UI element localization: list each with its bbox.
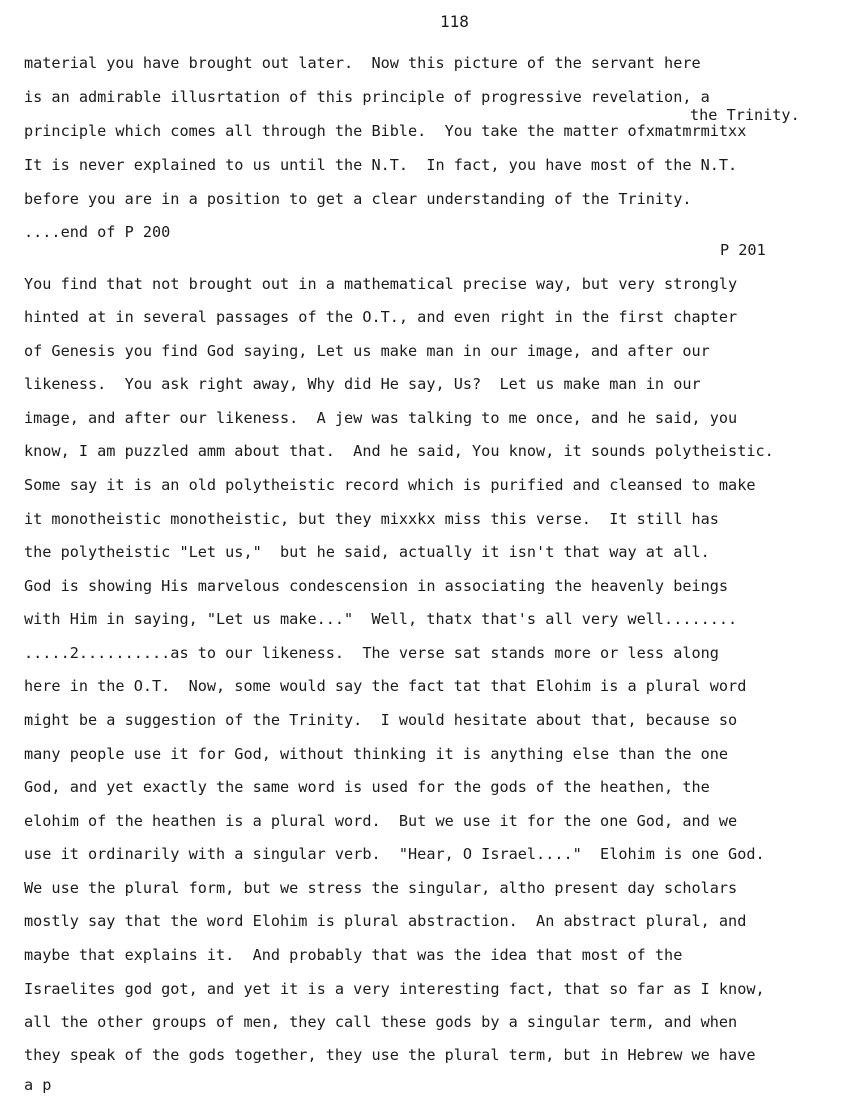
page-marker: P 201	[720, 241, 766, 259]
text-line-16: God is showing His marvelous condescension in associating the heavenly beings	[24, 577, 729, 595]
text-line-3: principle which comes all through the Bible. You take the matter ofxmatmrmitxx	[24, 122, 747, 140]
text-line-31: a p	[24, 1076, 52, 1094]
text-line-18: .....2..........as to our likeness. The verse sat stands more or less along	[24, 644, 719, 662]
text-line-25: We use the plural form, but we stress the singular, altho present day scholars	[24, 879, 738, 897]
text-line-7: You find that not brought out in a mathematical precise way, but very strongly	[24, 275, 738, 293]
text-line-2: is an admirable illusrtation of this principle of progressive revelation, a	[24, 88, 710, 106]
text-line-10: likeness. You ask right away, Why did He say, Us? Let us make man in our	[24, 375, 701, 393]
text-line-13: Some say it is an old polytheistic record which is purified and cleansed to make	[24, 476, 756, 494]
text-line-1: material you have brought out later. Now this picture of the servant here	[24, 54, 701, 72]
insertion-note: the Trinity.	[690, 106, 800, 124]
text-line-22: God, and yet exactly the same word is used for the gods of the heathen, the	[24, 778, 710, 796]
text-line-29: all the other groups of men, they call these gods by a singular term, and when	[24, 1013, 738, 1031]
text-line-30: they speak of the gods together, they use the plural term, but in Hebrew we have	[24, 1046, 756, 1064]
text-line-20: might be a suggestion of the Trinity. I would hesitate about that, because so	[24, 711, 738, 729]
text-line-8: hinted at in several passages of the O.T., and even right in the first chapter	[24, 308, 738, 326]
text-line-21: many people use it for God, without thinking it is anything else than the one	[24, 745, 729, 763]
text-line-15: the polytheistic "Let us," but he said, actually it isn't that way at all.	[24, 543, 710, 561]
page-number: 118	[440, 12, 469, 31]
text-line-4: It is never explained to us until the N.T. In fact, you have most of the N.T.	[24, 156, 738, 174]
text-line-9: of Genesis you find God saying, Let us make man in our image, and after our	[24, 342, 710, 360]
text-line-17: with Him in saying, "Let us make..." Well, thatx that's all very well........	[24, 610, 738, 628]
text-line-19: here in the O.T. Now, some would say the fact tat that Elohim is a plural word	[24, 677, 747, 695]
text-line-27: maybe that explains it. And probably that was the idea that most of the	[24, 946, 683, 964]
text-line-5: before you are in a position to get a clear understanding of the Trinity.	[24, 190, 692, 208]
text-line-14: it monotheistic monotheistic, but they mixxkx miss this verse. It still has	[24, 510, 719, 528]
text-line-11: image, and after our likeness. A jew was talking to me once, and he said, you	[24, 409, 738, 427]
text-line-26: mostly say that the word Elohim is plural abstraction. An abstract plural, and	[24, 912, 747, 930]
text-line-28: Israelites god got, and yet it is a very interesting fact, that so far as I know,	[24, 980, 765, 998]
text-line-23: elohim of the heathen is a plural word. But we use it for the one God, and we	[24, 812, 738, 830]
text-line-12: know, I am puzzled amm about that. And he said, You know, it sounds polytheistic.	[24, 442, 774, 460]
text-line-6: ....end of P 200	[24, 223, 171, 241]
text-line-24: use it ordinarily with a singular verb. "Hear, O Israel...." Elohim is one God.	[24, 845, 765, 863]
